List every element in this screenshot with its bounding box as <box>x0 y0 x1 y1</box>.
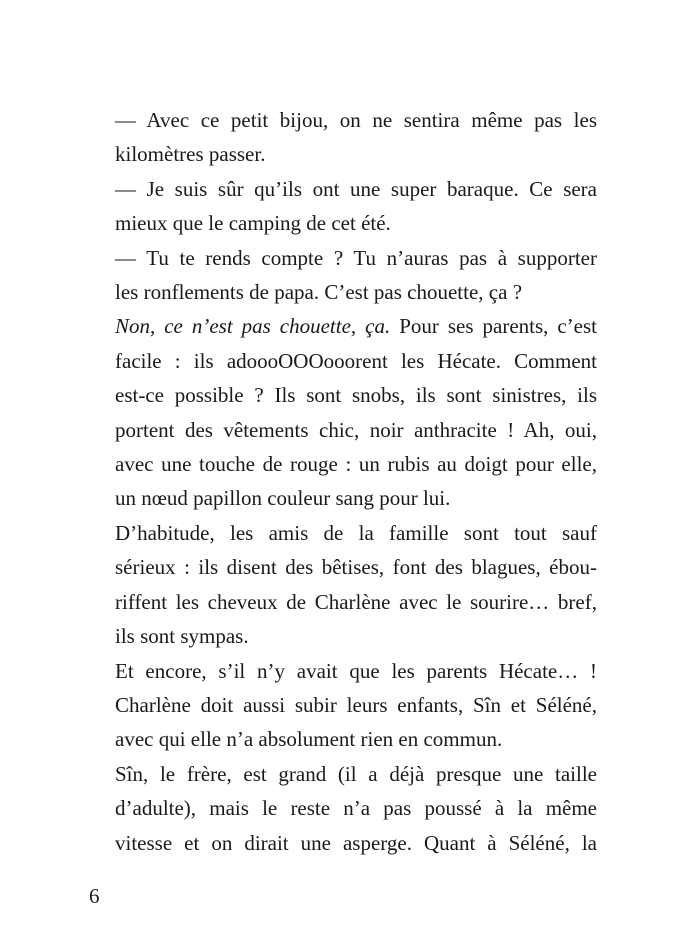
text-line: riffent les cheveux de Charlène avec le sourire… bref, <box>115 589 597 614</box>
page-body <box>89 103 597 860</box>
italic-thought: Non, ce n’est pas chouette, ça. <box>115 314 391 339</box>
text-line: portent des vêtements chic, noir anthracite ! Ah, oui, <box>115 417 597 442</box>
page-number: 6 <box>89 884 100 908</box>
text-line: d’adulte), mais le reste n’a pas poussé à la même <box>115 796 597 821</box>
text-line: avec qui elle n’a absolument rien en commun. <box>115 727 503 752</box>
paragraph-narration-1 <box>89 309 597 515</box>
paragraph-dialogue-1 <box>89 103 597 172</box>
text-line: un nœud papillon couleur sang pour lui. <box>115 486 451 511</box>
text-line: mieux que le camping de cet été. <box>115 211 391 236</box>
text-line: avec une touche de rouge : un rubis au doigt pour elle, <box>115 452 597 477</box>
text-line: vitesse et on dirait une asperge. Quant à Séléné, la <box>115 830 597 855</box>
text-line: les ronflements de papa. C’est pas chouette, ça ? <box>115 280 523 305</box>
paragraph-narration-4 <box>89 757 597 860</box>
text-line: facile : ils adoooOOOooorent les Hécate. Comment <box>115 348 597 373</box>
paragraph-dialogue-2 <box>89 172 597 241</box>
text-line: Charlène doit aussi subir leurs enfants, Sîn et Séléné, <box>115 692 597 717</box>
text-fragment: Pour ses parents, c’est <box>390 314 598 339</box>
paragraph-narration-3 <box>89 654 597 757</box>
paragraph-dialogue-3 <box>89 241 597 310</box>
text-line: Sîn, le frère, est grand (il a déjà presque une taille <box>115 761 597 786</box>
text-line: kilomètres passer. <box>115 142 266 167</box>
text-line: — Je suis sûr qu’ils ont une super baraque. Ce sera <box>115 176 597 201</box>
text-line: — Tu te rends compte ? Tu n’auras pas à supporter <box>115 245 597 270</box>
text-line: D’habitude, les amis de la famille sont tout sauf <box>115 520 597 545</box>
paragraph-narration-2 <box>89 516 597 654</box>
text-line: — Avec ce petit bijou, on ne sentira même pas les <box>115 108 597 132</box>
text-line-first <box>89 309 597 343</box>
text-line: sérieux : ils disent des bêtises, font des blagues, ébou- <box>115 555 597 580</box>
text-line: est-ce possible ? Ils sont snobs, ils sont sinistres, ils <box>115 383 597 408</box>
text-line: Et encore, s’il n’y avait que les parents Hécate… ! <box>115 658 597 683</box>
text-line: ils sont sympas. <box>115 624 249 649</box>
